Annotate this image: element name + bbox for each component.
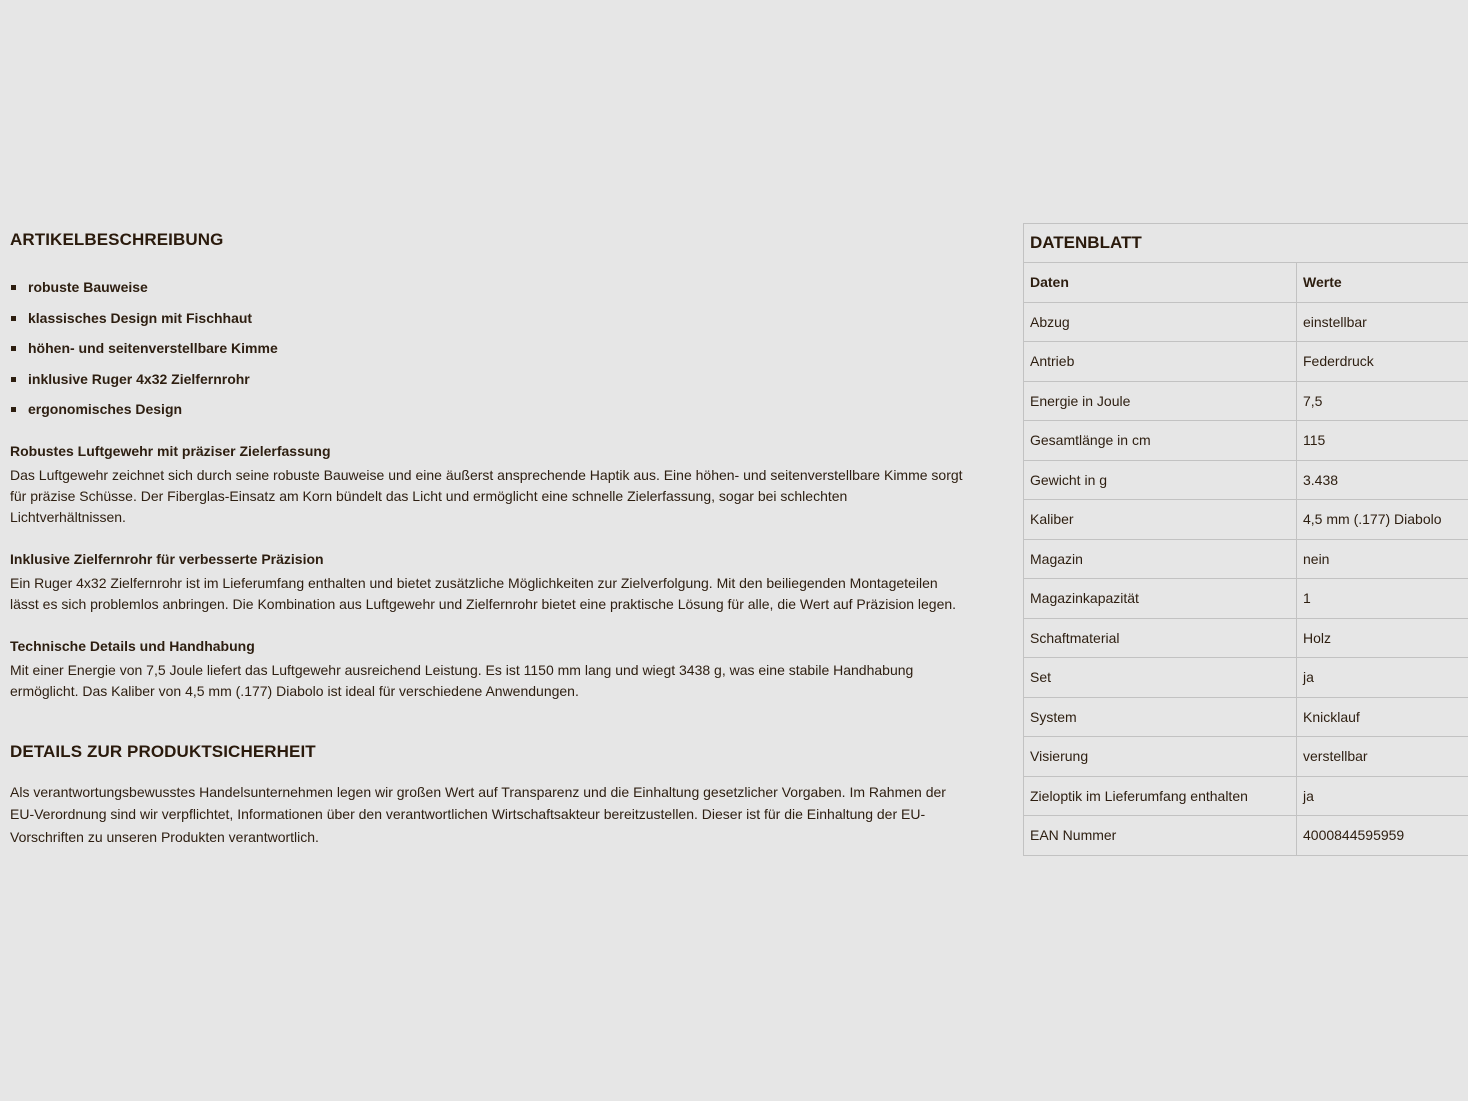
row-label: Antrieb (1024, 342, 1297, 382)
row-label: Magazinkapazität (1024, 579, 1297, 619)
row-value: einstellbar (1297, 302, 1468, 342)
block-text: Ein Ruger 4x32 Zielfernrohr ist im Lieferumfang enthalten und bietet zusätzliche Möglichkeiten zur Zielverfolgung. Mit den beiliegenden Montageteilen lässt es sich problemlos anbringen. Die Kombination aus Luftgewehr und Zielfernrohr bietet eine praktische Lösung für alle, die Wert auf Präzision legen. (10, 574, 957, 612)
table-row (1024, 500, 1468, 540)
row-label: Gesamtlänge in cm (1024, 421, 1297, 461)
table-row (1024, 381, 1468, 421)
row-value: verstellbar (1297, 737, 1468, 777)
safety-title: DETAILS ZUR PRODUKTSICHERHEIT (10, 741, 316, 761)
list-item (10, 333, 965, 364)
row-label: Gewicht in g (1024, 460, 1297, 500)
feature-text: inklusive Ruger 4x32 Zielfernrohr (28, 370, 250, 387)
table-row (1024, 658, 1468, 698)
row-label: Energie in Joule (1024, 381, 1297, 421)
table-row (1024, 579, 1468, 619)
table-row (1024, 421, 1468, 461)
table-row (1024, 342, 1468, 382)
feature-text: robuste Bauweise (28, 279, 148, 296)
table-row (1024, 302, 1468, 342)
list-item (10, 272, 965, 303)
row-label: Kaliber (1024, 500, 1297, 540)
table-row (1024, 737, 1468, 777)
table-row (1024, 460, 1468, 500)
feature-list (10, 272, 965, 425)
datasheet-table (1024, 263, 1468, 856)
bullet-square-icon (11, 346, 16, 351)
row-value: 115 (1297, 421, 1468, 461)
bullet-square-icon (11, 285, 16, 290)
row-label: Set (1024, 658, 1297, 698)
column-header-werte: Werte (1297, 263, 1468, 302)
row-label: Abzug (1024, 302, 1297, 342)
safety-text: Als verantwortungsbewusstes Handelsunternehmen legen wir großen Wert auf Transparenz und die Einhaltung gesetzlicher Vorgaben. Im Rahmen der EU-Verordnung sind wir verpflichtet, Informationen über den verantwortlichen Wirtschaftsakteur bereitzustellen. Dieser ist für die Einhaltung der EU-Vorschriften zu unseren Produkten verantwortlich. (10, 783, 946, 845)
list-item (10, 303, 965, 334)
bullet-square-icon (11, 377, 16, 382)
bullet-square-icon (11, 316, 16, 321)
description-block (10, 549, 965, 615)
row-label: EAN Nummer (1024, 816, 1297, 856)
feature-text: höhen- und seitenverstellbare Kimme (28, 340, 278, 357)
row-label: Magazin (1024, 539, 1297, 579)
row-label: Zieloptik im Lieferumfang enthalten (1024, 776, 1297, 816)
row-value: Federdruck (1297, 342, 1468, 382)
row-value: ja (1297, 658, 1468, 698)
row-label: Visierung (1024, 737, 1297, 777)
bullet-square-icon (11, 407, 16, 412)
row-value: 1 (1297, 579, 1468, 619)
row-value: 4,5 mm (.177) Diabolo (1297, 500, 1468, 540)
table-row (1024, 816, 1468, 856)
list-item (10, 394, 965, 425)
row-label: System (1024, 697, 1297, 737)
row-value: ja (1297, 776, 1468, 816)
row-value: Holz (1297, 618, 1468, 658)
row-value: 4000844595959 (1297, 816, 1468, 856)
table-row (1024, 618, 1468, 658)
table-row (1024, 776, 1468, 816)
table-row (1024, 697, 1468, 737)
column-header-daten: Daten (1024, 263, 1297, 302)
block-heading: Technische Details und Handhabung (10, 637, 255, 654)
block-text: Mit einer Energie von 7,5 Joule liefert das Luftgewehr ausreichend Leistung. Es ist 1150 mm lang und wiegt 3438 g, was eine stabile Handhabung ermöglicht. Das Kaliber von 4,5 mm (.177) Diabolo ist ideal für verschiedene Anwendungen. (10, 661, 914, 699)
datasheet (1023, 223, 1468, 856)
row-value: 7,5 (1297, 381, 1468, 421)
list-item (10, 364, 965, 395)
row-value: nein (1297, 539, 1468, 579)
row-value: 3.438 (1297, 460, 1468, 500)
row-value: Knicklauf (1297, 697, 1468, 737)
feature-text: ergonomisches Design (28, 401, 183, 418)
description-block (10, 636, 965, 702)
feature-text: klassisches Design mit Fischhaut (28, 309, 253, 326)
datasheet-title: DATENBLATT (1024, 224, 1468, 263)
article-description (10, 230, 965, 848)
row-label: Schaftmaterial (1024, 618, 1297, 658)
table-header-row (1024, 263, 1468, 302)
description-block (10, 441, 965, 528)
block-heading: Robustes Luftgewehr mit präziser Zielerfassung (10, 442, 331, 459)
description-title: ARTIKELBESCHREIBUNG (10, 230, 224, 249)
block-text: Das Luftgewehr zeichnet sich durch seine robuste Bauweise und eine äußerst ansprechende Haptik aus. Eine höhen- und seitenverstellbare Kimme sorgt für präzise Schüsse. Der Fiberglas-Einsatz am Korn bündelt das Licht und ermöglicht eine schnelle Zielerfassung, sogar bei schlechten Lichtverhältnissen. (10, 466, 963, 525)
table-row (1024, 539, 1468, 579)
block-heading: Inklusive Zielfernrohr für verbesserte Präzision (10, 550, 324, 567)
